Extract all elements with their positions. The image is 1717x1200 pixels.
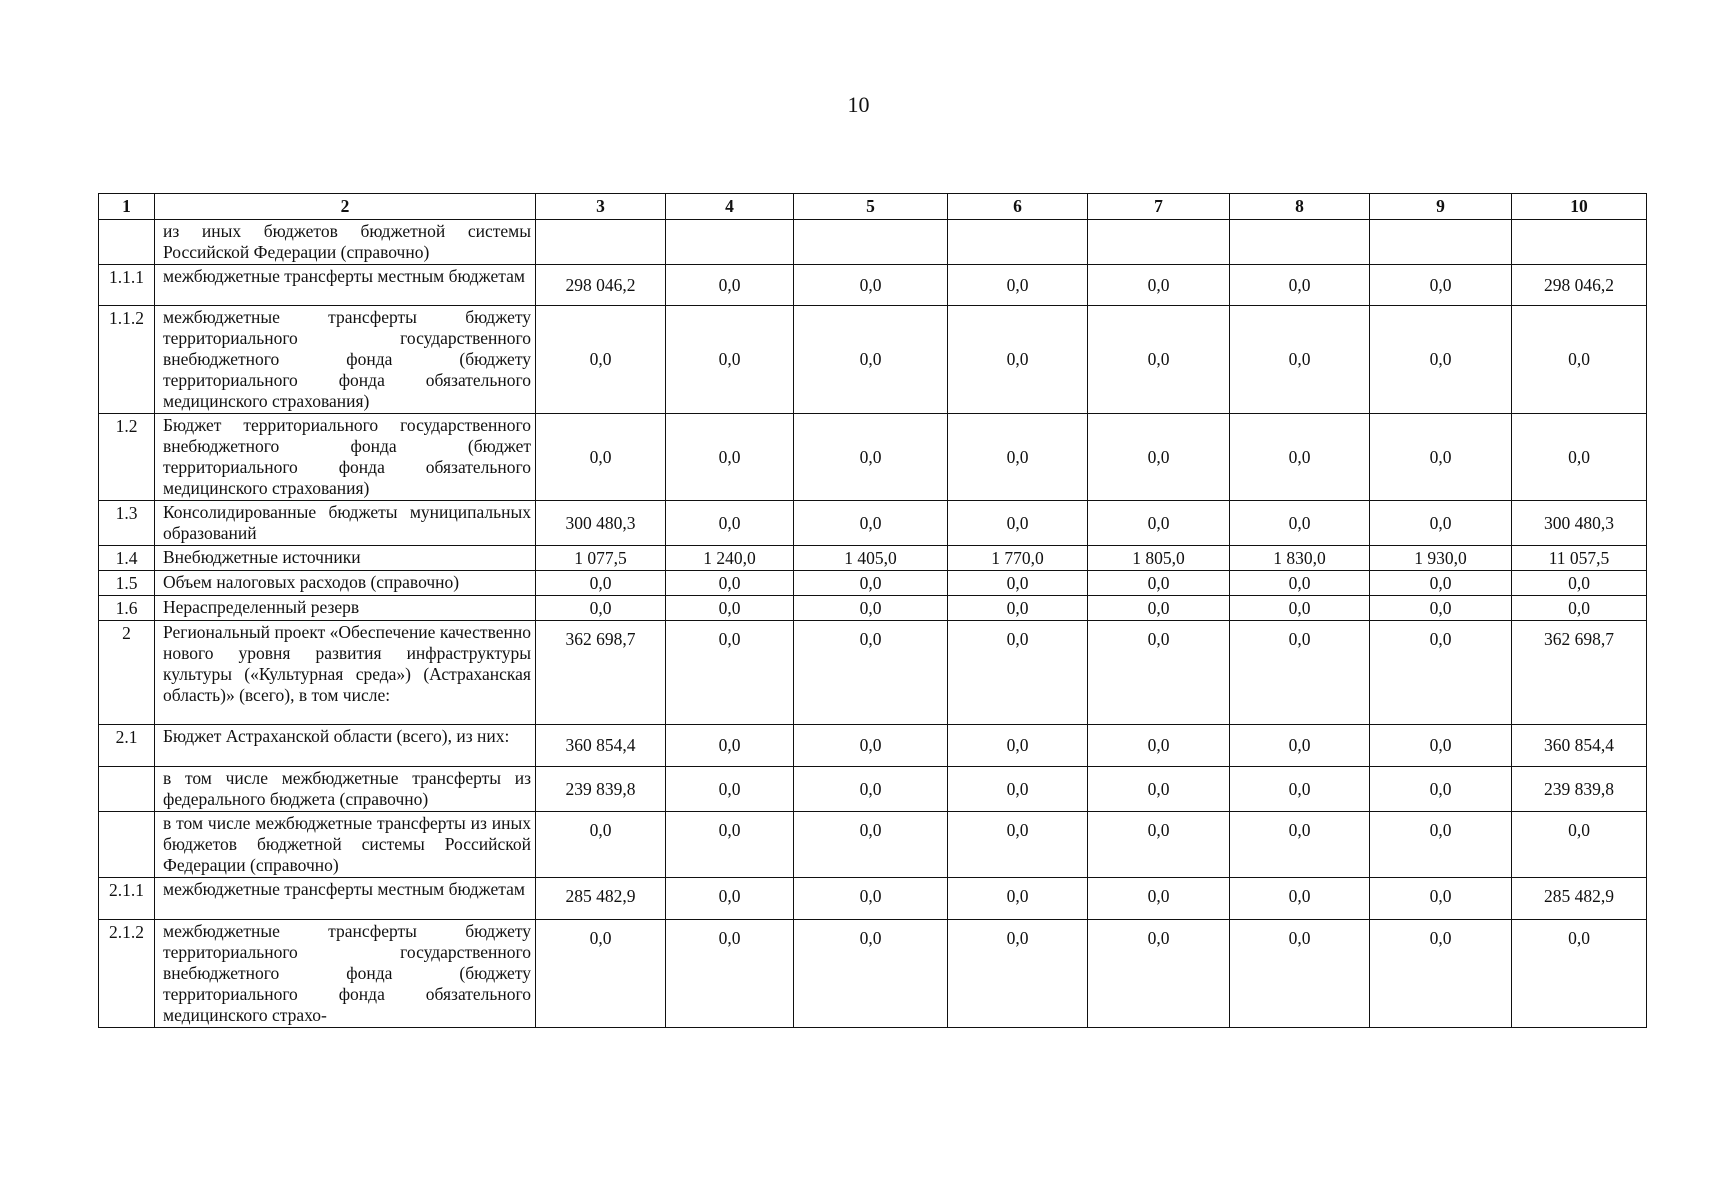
value-cell: 285 482,9 xyxy=(536,878,666,920)
row-description: Бюджет территориального государственного внебюджетного фонда (бюджет территориального фонда обязательного медицинского страхования) xyxy=(155,414,536,501)
value-cell: 0,0 xyxy=(666,414,794,501)
value-cell: 1 240,0 xyxy=(666,546,794,571)
value-cell: 0,0 xyxy=(1230,571,1370,596)
value-cell: 0,0 xyxy=(794,920,948,1028)
row-description: Консолидированные бюджеты муниципальных образований xyxy=(155,501,536,546)
value-cell: 0,0 xyxy=(536,571,666,596)
row-description: в том числе межбюджетные трансферты из иных бюджетов бюджетной системы Российской Федерации (справочно) xyxy=(155,812,536,878)
value-cell: 0,0 xyxy=(1512,306,1647,414)
value-cell: 0,0 xyxy=(666,621,794,725)
value-cell: 0,0 xyxy=(666,571,794,596)
value-cell: 0,0 xyxy=(1088,265,1230,306)
value-cell: 0,0 xyxy=(1230,414,1370,501)
table-row xyxy=(99,878,1647,920)
column-header: 9 xyxy=(1370,194,1512,220)
row-number: 1.1.2 xyxy=(99,306,155,414)
column-header: 8 xyxy=(1230,194,1370,220)
value-cell xyxy=(1512,220,1647,265)
value-cell: 0,0 xyxy=(948,878,1088,920)
value-cell: 0,0 xyxy=(794,306,948,414)
value-cell: 0,0 xyxy=(536,596,666,621)
value-cell: 1 077,5 xyxy=(536,546,666,571)
value-cell: 360 854,4 xyxy=(1512,725,1647,767)
row-number: 2.1 xyxy=(99,725,155,767)
value-cell: 0,0 xyxy=(1088,306,1230,414)
value-cell: 0,0 xyxy=(1230,306,1370,414)
row-number: 2 xyxy=(99,621,155,725)
column-header: 6 xyxy=(948,194,1088,220)
value-cell: 0,0 xyxy=(794,501,948,546)
value-cell: 0,0 xyxy=(794,725,948,767)
value-cell: 0,0 xyxy=(1370,571,1512,596)
value-cell: 0,0 xyxy=(948,306,1088,414)
table-row xyxy=(99,265,1647,306)
row-number: 1.1.1 xyxy=(99,265,155,306)
budget-table xyxy=(98,193,1647,1028)
value-cell: 0,0 xyxy=(666,920,794,1028)
value-cell xyxy=(1230,220,1370,265)
value-cell: 0,0 xyxy=(536,306,666,414)
column-header: 4 xyxy=(666,194,794,220)
value-cell: 0,0 xyxy=(794,767,948,812)
row-description: Внебюджетные источники xyxy=(155,546,536,571)
value-cell: 0,0 xyxy=(666,306,794,414)
table-body xyxy=(99,220,1647,1028)
value-cell: 0,0 xyxy=(1512,571,1647,596)
value-cell: 0,0 xyxy=(948,596,1088,621)
row-description: межбюджетные трансферты бюджету территориального государственного внебюджетного фонда (бюджету территориального фонда обязательного медицинского страхо- xyxy=(155,920,536,1028)
value-cell: 0,0 xyxy=(666,767,794,812)
value-cell: 0,0 xyxy=(1230,725,1370,767)
value-cell: 0,0 xyxy=(1512,812,1647,878)
value-cell: 0,0 xyxy=(1512,414,1647,501)
value-cell: 0,0 xyxy=(1088,596,1230,621)
value-cell: 239 839,8 xyxy=(536,767,666,812)
row-description: в том числе межбюджетные трансферты из федерального бюджета (справочно) xyxy=(155,767,536,812)
value-cell xyxy=(1088,220,1230,265)
value-cell: 0,0 xyxy=(536,812,666,878)
value-cell: 0,0 xyxy=(1230,265,1370,306)
row-number xyxy=(99,220,155,265)
value-cell: 1 770,0 xyxy=(948,546,1088,571)
value-cell: 0,0 xyxy=(794,812,948,878)
value-cell: 285 482,9 xyxy=(1512,878,1647,920)
value-cell: 0,0 xyxy=(948,812,1088,878)
value-cell: 0,0 xyxy=(948,725,1088,767)
row-number: 1.6 xyxy=(99,596,155,621)
value-cell: 0,0 xyxy=(1370,878,1512,920)
table-row xyxy=(99,812,1647,878)
column-header: 2 xyxy=(155,194,536,220)
value-cell: 0,0 xyxy=(536,920,666,1028)
row-description: Региональный проект «Обеспечение качественно нового уровня развития инфраструктуры культуры («Культурная среда») (Астраханская область)» (всего), в том числе: xyxy=(155,621,536,725)
table-row xyxy=(99,306,1647,414)
value-cell: 0,0 xyxy=(1230,621,1370,725)
row-number xyxy=(99,767,155,812)
column-header: 5 xyxy=(794,194,948,220)
value-cell: 0,0 xyxy=(794,571,948,596)
table-row xyxy=(99,621,1647,725)
value-cell: 1 805,0 xyxy=(1088,546,1230,571)
value-cell: 0,0 xyxy=(1230,812,1370,878)
value-cell: 0,0 xyxy=(536,414,666,501)
value-cell: 0,0 xyxy=(1370,265,1512,306)
value-cell xyxy=(666,220,794,265)
value-cell: 0,0 xyxy=(666,265,794,306)
row-number: 1.4 xyxy=(99,546,155,571)
value-cell xyxy=(794,220,948,265)
row-number: 1.2 xyxy=(99,414,155,501)
row-number: 1.3 xyxy=(99,501,155,546)
value-cell: 0,0 xyxy=(1370,414,1512,501)
value-cell: 0,0 xyxy=(794,878,948,920)
column-header: 7 xyxy=(1088,194,1230,220)
table-row xyxy=(99,220,1647,265)
value-cell: 298 046,2 xyxy=(1512,265,1647,306)
value-cell: 0,0 xyxy=(1088,571,1230,596)
value-cell: 0,0 xyxy=(1088,621,1230,725)
column-header: 10 xyxy=(1512,194,1647,220)
value-cell: 0,0 xyxy=(1088,414,1230,501)
value-cell: 0,0 xyxy=(794,265,948,306)
value-cell: 0,0 xyxy=(1088,812,1230,878)
value-cell: 0,0 xyxy=(948,621,1088,725)
row-number: 2.1.1 xyxy=(99,878,155,920)
value-cell: 0,0 xyxy=(794,414,948,501)
column-header: 3 xyxy=(536,194,666,220)
value-cell: 1 930,0 xyxy=(1370,546,1512,571)
value-cell: 0,0 xyxy=(1088,920,1230,1028)
value-cell: 360 854,4 xyxy=(536,725,666,767)
row-number xyxy=(99,812,155,878)
value-cell: 362 698,7 xyxy=(1512,621,1647,725)
row-description: Бюджет Астраханской области (всего), из них: xyxy=(155,725,536,767)
row-description: межбюджетные трансферты бюджету территориального государственного внебюджетного фонда (бюджету территориального фонда обязательного медицинского страхования) xyxy=(155,306,536,414)
value-cell: 362 698,7 xyxy=(536,621,666,725)
value-cell: 1 405,0 xyxy=(794,546,948,571)
table-row xyxy=(99,501,1647,546)
value-cell: 1 830,0 xyxy=(1230,546,1370,571)
value-cell: 300 480,3 xyxy=(1512,501,1647,546)
value-cell: 0,0 xyxy=(1088,767,1230,812)
table-row xyxy=(99,414,1647,501)
value-cell: 0,0 xyxy=(948,414,1088,501)
value-cell: 0,0 xyxy=(666,878,794,920)
value-cell: 0,0 xyxy=(794,596,948,621)
value-cell: 0,0 xyxy=(794,621,948,725)
value-cell: 0,0 xyxy=(1512,920,1647,1028)
value-cell xyxy=(948,220,1088,265)
value-cell: 11 057,5 xyxy=(1512,546,1647,571)
value-cell: 0,0 xyxy=(666,501,794,546)
value-cell: 0,0 xyxy=(948,501,1088,546)
value-cell: 0,0 xyxy=(1088,725,1230,767)
row-description: Нераспределенный резерв xyxy=(155,596,536,621)
value-cell: 0,0 xyxy=(948,571,1088,596)
value-cell: 0,0 xyxy=(666,725,794,767)
value-cell: 0,0 xyxy=(1512,596,1647,621)
value-cell: 0,0 xyxy=(1230,501,1370,546)
value-cell: 0,0 xyxy=(948,265,1088,306)
table-row xyxy=(99,767,1647,812)
table-row xyxy=(99,920,1647,1028)
row-description: Объем налоговых расходов (справочно) xyxy=(155,571,536,596)
table-row xyxy=(99,725,1647,767)
row-description: межбюджетные трансферты местным бюджетам xyxy=(155,265,536,306)
row-description: из иных бюджетов бюджетной системы Российской Федерации (справочно) xyxy=(155,220,536,265)
value-cell: 0,0 xyxy=(1230,920,1370,1028)
table-row xyxy=(99,546,1647,571)
value-cell: 300 480,3 xyxy=(536,501,666,546)
value-cell xyxy=(1370,220,1512,265)
value-cell: 0,0 xyxy=(1370,725,1512,767)
table-row xyxy=(99,571,1647,596)
value-cell: 239 839,8 xyxy=(1512,767,1647,812)
value-cell: 0,0 xyxy=(1230,767,1370,812)
table-row xyxy=(99,596,1647,621)
value-cell: 0,0 xyxy=(1370,767,1512,812)
value-cell: 0,0 xyxy=(1370,596,1512,621)
row-number: 2.1.2 xyxy=(99,920,155,1028)
value-cell: 0,0 xyxy=(1370,920,1512,1028)
value-cell: 0,0 xyxy=(1088,878,1230,920)
value-cell: 0,0 xyxy=(666,596,794,621)
table-header xyxy=(99,194,1647,220)
value-cell: 0,0 xyxy=(1370,621,1512,725)
value-cell: 0,0 xyxy=(1370,812,1512,878)
column-header: 1 xyxy=(99,194,155,220)
value-cell: 0,0 xyxy=(1230,878,1370,920)
value-cell: 0,0 xyxy=(1230,596,1370,621)
value-cell: 0,0 xyxy=(1370,501,1512,546)
header-row xyxy=(99,194,1647,220)
page-number: 10 xyxy=(847,92,870,117)
value-cell: 0,0 xyxy=(666,812,794,878)
value-cell: 298 046,2 xyxy=(536,265,666,306)
value-cell: 0,0 xyxy=(1088,501,1230,546)
value-cell xyxy=(536,220,666,265)
row-number: 1.5 xyxy=(99,571,155,596)
value-cell: 0,0 xyxy=(948,767,1088,812)
value-cell: 0,0 xyxy=(948,920,1088,1028)
row-description: межбюджетные трансферты местным бюджетам xyxy=(155,878,536,920)
value-cell: 0,0 xyxy=(1370,306,1512,414)
